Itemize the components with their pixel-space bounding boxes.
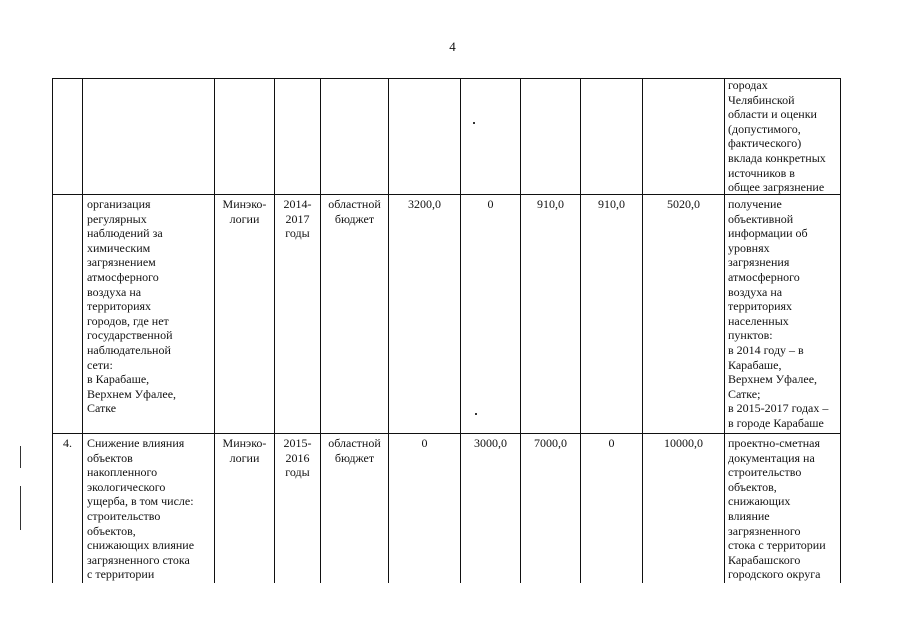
result-cell: проектно-сметная документация на строительство объектов, снижающих влияние загрязненного стока с территории Карабашского городского округа (728, 436, 826, 582)
year-2014-cell: 0 (487, 197, 494, 211)
result-cell: получение объективной информации об уровнях загрязнения атмосферного воздуха на территориях населенных пунктов: в 2014 году – в Карабаше, Верхнем Уфалее, Сатке; в 2015-2017 годах – в городе Карабаше (728, 197, 829, 430)
total-cell: 0 (421, 436, 428, 450)
year-2014-cell: 3000,0 (474, 436, 507, 450)
year-2016-cell: 0 (608, 436, 615, 450)
column-divider (320, 78, 321, 583)
column-divider (520, 78, 521, 583)
year-2015-cell: 7000,0 (534, 436, 567, 450)
executor-cell: Минэко- логии (222, 436, 267, 465)
scan-margin-mark (20, 446, 21, 468)
scan-speck (473, 122, 475, 124)
row-divider (52, 433, 841, 434)
activity-cell: организация регулярных наблюдений за химическим загрязнением атмосферного воздуха на территориях городов, где нет государственной наблюдательной сети: в Карабаше, Верхнем Уфалее, Сатке (87, 197, 177, 416)
table-border-left (52, 78, 53, 583)
source-cell: областной бюджет (328, 197, 381, 226)
year-2015-cell: 910,0 (537, 197, 564, 211)
column-divider (82, 78, 83, 583)
column-divider (642, 78, 643, 583)
scan-speck (475, 413, 477, 415)
year-2017-cell: 5020,0 (667, 197, 700, 211)
scan-margin-mark (20, 486, 21, 530)
period-cell: 2014- 2017 годы (283, 197, 312, 241)
total-cell: 3200,0 (408, 197, 441, 211)
table-border-right (840, 78, 841, 583)
column-divider (274, 78, 275, 583)
executor-cell: Минэко- логии (222, 197, 267, 226)
period-cell: 2015- 2016 годы (283, 436, 312, 480)
column-divider (214, 78, 215, 583)
program-table (52, 78, 841, 583)
row-number: 4. (63, 436, 72, 450)
row-divider (52, 194, 841, 195)
table-border-top (52, 78, 841, 79)
column-divider (460, 78, 461, 583)
year-2017-cell: 10000,0 (664, 436, 703, 450)
source-cell: областной бюджет (328, 436, 381, 465)
page-number: 4 (449, 39, 456, 54)
column-divider (724, 78, 725, 583)
column-divider (388, 78, 389, 583)
column-divider (580, 78, 581, 583)
activity-cell: Снижение влияния объектов накопленного экологического ущерба, в том числе: строительство объектов, снижающих влияние загрязненного стока с территории (87, 436, 195, 582)
year-2016-cell: 910,0 (598, 197, 625, 211)
result-cell: городах Челябинской области и оценки (допустимого, фактического) вклада конкретных источников в общее загрязнение (728, 78, 826, 195)
